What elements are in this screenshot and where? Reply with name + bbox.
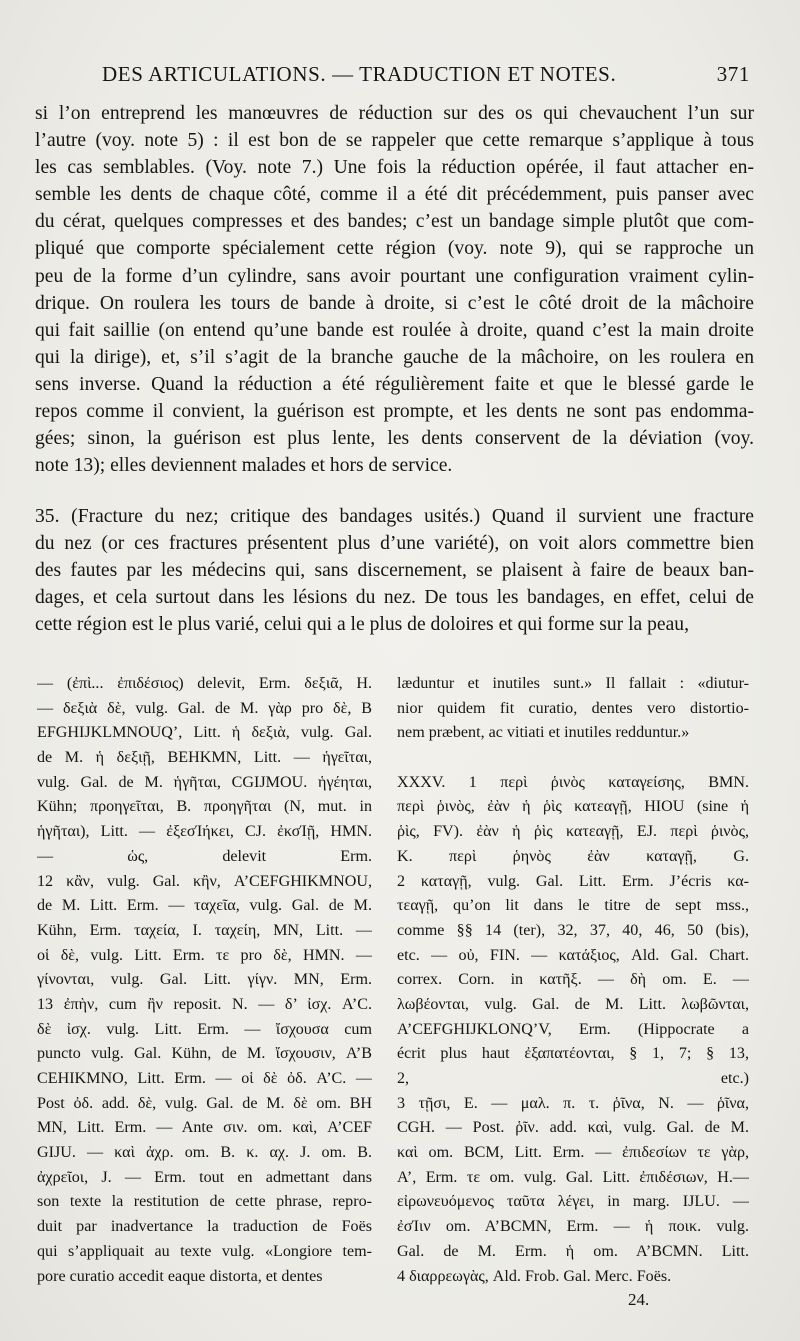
footnote-line: A’, Erm. τε om. vulg. Gal. Litt. ἐπιδέσιων, H.— [397,1168,749,1186]
text-line: sens inverse. Quand la réduction a été régulièrement faite et que le blessé garde le [35,373,754,395]
footnote-line: λωβέονται, vulg. Gal. de M. Litt. λωβῶνται, [397,995,749,1013]
footnote-line: CEHIKMNO, Litt. Erm. — οἱ δὲ ὀδ. A’C. — [37,1070,372,1087]
footnote-line: comme §§ 14 (ter), 32, 37, 40, 46, 50 (bis), [397,921,749,939]
footnote-line: ἀχρεῖοι, J. — Erm. tout en admettant dans [37,1168,372,1186]
text-line: note 13); elles deviennent malades et hors de service. [35,455,453,477]
footnote-line: 2 καταγῇ, vulg. Gal. Litt. Erm. J’écris κα- [397,872,749,890]
footnote-line: pore curatio accedit eaque distorta, et dentes [37,1267,323,1285]
text-line: les cas semblables. (Voy. note 7.) Une fois la réduction opérée, il faut attacher en- [35,157,754,179]
running-title: DES ARTICULATIONS. — TRADUCTION ET NOTES. [102,62,617,86]
text-line: dages, et cela surtout dans les lésions du nez. De tous les bandages, en effet, celui de [35,587,754,609]
footnote-line: etc. — οὐ, FIN. — κατάξιος, Ald. Gal. Chart. [397,946,749,964]
text-line: des fautes par les médecins qui, sans discernement, se plaisent à faire de beaux ban- [35,560,754,582]
text-line: pliqué que comporte spécialement cette région (voy. note 9), qui se rapproche un [35,238,754,260]
paragraph-continuation [35,100,754,479]
text-line: drique. On roulera les tours de bande à droite, si c’est le côté droit de la mâchoire [35,292,754,314]
footnote-line: δὲ ἰσχ. vulg. Litt. Erm. — ἴσχουσα cum [37,1020,372,1038]
footnote-line: duit par inadvertance la traduction de Foës [37,1218,372,1236]
footnote-line: περὶ ῥινὸς, ἐὰν ἡ ῥὶς κατεαγῇ, HIOU (sine ἡ [397,798,749,816]
footnote-line: EFGHIJKLMNOUQ’, Litt. ἡ δεξιὰ, vulg. Gal. [37,724,372,742]
footnote-line: ἐσΊιν om. A’BCMN, Erm. — ἡ ποικ. vulg. [397,1218,749,1236]
footnote-line: εἰρωνευόμενος ταῦτα λέγει, in marg. IJLU. — [397,1193,749,1211]
footnote-line: — δεξιὰ δὲ, vulg. Gal. de M. γὰρ pro δὲ, B [37,699,372,717]
footnotes-left-column [37,672,372,1289]
footnote-line: 4 διαρρεωγὰς, Ald. Frob. Gal. Merc. Foës. [397,1267,672,1285]
footnote-line: — ὡς, delevit Erm. [37,847,372,865]
footnote-line: οἱ δὲ, vulg. Litt. Erm. τε pro δὲ, HMN. — [37,946,372,964]
footnote-line: γίνονται, vulg. Gal. Litt. γίγν. MN, Erm. [37,971,372,989]
footnote-line: écrit plus haut ἐξαπατέονται, § 1, 7; § 13, [397,1045,749,1063]
footnote-line: nem præbent, ac vitiati et inutiles redduntur.» [397,724,690,742]
footnote-line [397,746,749,771]
footnote-line: — (ἐπὶ... ἐπιδέσιος) delevit, Erm. δεξιᾶ, H. [37,675,372,692]
text-line: cette région est le plus varié, celui qui a le plus de doloires et qui forme sur la peau, [35,614,689,636]
footnote-line: ῥὶς, FV). ἐὰν ἡ ῥὶς κατεαγῇ, EJ. περὶ ῥινὸς, [397,823,749,841]
footnote-line: puncto vulg. Gal. Kühn, de M. ἴσχουσιν, A’B [37,1045,372,1063]
signature-mark: 24. [628,1290,650,1309]
footnote-line: 3 τῇσι, E. — μαλ. π. τ. ῥῖνα, N. — ῥῖνα, [397,1094,749,1112]
footnote-line: XXXV. 1 περὶ ῥινὸς καταγείσης, BMN. [397,773,749,791]
footnote-line: son texte la restitution de cette phrase, repro- [37,1193,372,1211]
text-line: peu de la forme d’un cylindre, sans avoir pourtant une configuration vraiment cylin- [35,265,754,287]
footnote-line: correx. Corn. in κατῆξ. — δὴ om. E. — [397,971,749,989]
page-number: 371 [716,62,750,86]
footnote-line: καὶ om. BCM, Litt. Erm. — ἐπιδεσίων τε γὰρ, [397,1144,749,1162]
text-line: semble les dents de chaque côté, comme il a été dit précédemment, puis panser avec [35,184,754,206]
footnote-line: Kühn; προηγεῖται, B. προηγῆται (N, mut. in [37,798,372,816]
footnote-line: ἡγῆται), Litt. — ἐξεσΊήκει, CJ. ἐκσΊῇ, HMN. [37,823,372,841]
text-line: 35. (Fracture du nez; critique des bandages usités.) Quand il survient une fracture [35,506,754,527]
text-line: si l’on entreprend les manœuvres de réduction sur des os qui chevauchent l’un sur [35,103,754,124]
footnote-line: nior quidem fit curatio, dentes vero distortio- [397,699,749,717]
footnote-line: vulg. Gal. de M. ἡγῆται, CGIJMOU. ἡγέηται, [37,773,372,791]
footnote-line: CGH. — Post. ῥῖν. add. καὶ, vulg. Gal. de M. [397,1119,749,1137]
footnote-line: læduntur et inutiles sunt.» Il fallait : «diutur- [397,675,749,692]
text-line: gées; sinon, la guérison est plus lente, les dents conservent de la déviation (voy. [35,428,754,450]
footnote-line: 2, etc.) [397,1070,749,1087]
footnotes-right-column [397,672,749,1289]
footnote-line: τεαγῇ, qu’on lit dans le titre de sept mss., [397,897,749,915]
text-line: l’autre (voy. note 5) : il est bon de se rappeler que cette remarque s’applique à tous [35,130,754,152]
footnote-line: 13 ἐπὴν, cum ἢν reposit. N. — δ’ ἰσχ. A’C. [37,995,372,1013]
text-line: qui la dirige), et, s’il s’agit de la branche gauche de la mâchoire, on les roulera en [35,346,754,368]
footnote-line: Kühn, Erm. ταχεία, I. ταχείη, MN, Litt. — [37,921,372,939]
footnote-line: MN, Litt. Erm. — Ante σιν. om. καὶ, A’CEF [37,1119,372,1137]
footnote-line: qui s’appliquait au texte vulg. «Longiore tem- [37,1242,372,1260]
text-line: qui fait saillie (on entend qu’une bande est roulée à droite, quand c’est la main droite [35,319,754,341]
footnote-line: 12 κἂν, vulg. Gal. κἢν, A’CEFGHIKMNOU, [37,872,372,890]
text-line: du cérat, quelques compresses et des bandes; c’est un bandage simple plutôt que com- [35,211,754,233]
text-line: du nez (or ces fractures présentent plus d’une variété), on voit alors commettre bien [35,533,754,555]
text-line: repos comme il convient, la guérison est prompte, et les dents ne sont pas endomma- [35,401,754,423]
paragraph-35 [35,503,754,638]
footnote-line: de M. Litt. Erm. — ταχεῖα, vulg. Gal. de M. [37,897,372,915]
running-header [40,62,750,92]
footnote-line: GIJU. — καὶ ἀχρ. om. B. κ. αχ. J. om. B. [37,1144,372,1162]
footnote-line: de M. ἡ δεξιῇ, BEHKMN, Litt. — ἡγεῖται, [37,749,372,767]
footnote-line: K. περὶ ῥηνὸς ἐὰν καταγῇ, G. [397,847,749,865]
footnote-line: Post ὀδ. add. δὲ, vulg. Gal. de M. δὲ om. BH [37,1094,372,1112]
footnote-line: Gal. de M. Erm. ἡ om. A’BCMN. Litt. [397,1242,749,1260]
footnote-line: A’CEFGHIJKLONQ’V, Erm. (Hippocrate a [397,1020,749,1038]
